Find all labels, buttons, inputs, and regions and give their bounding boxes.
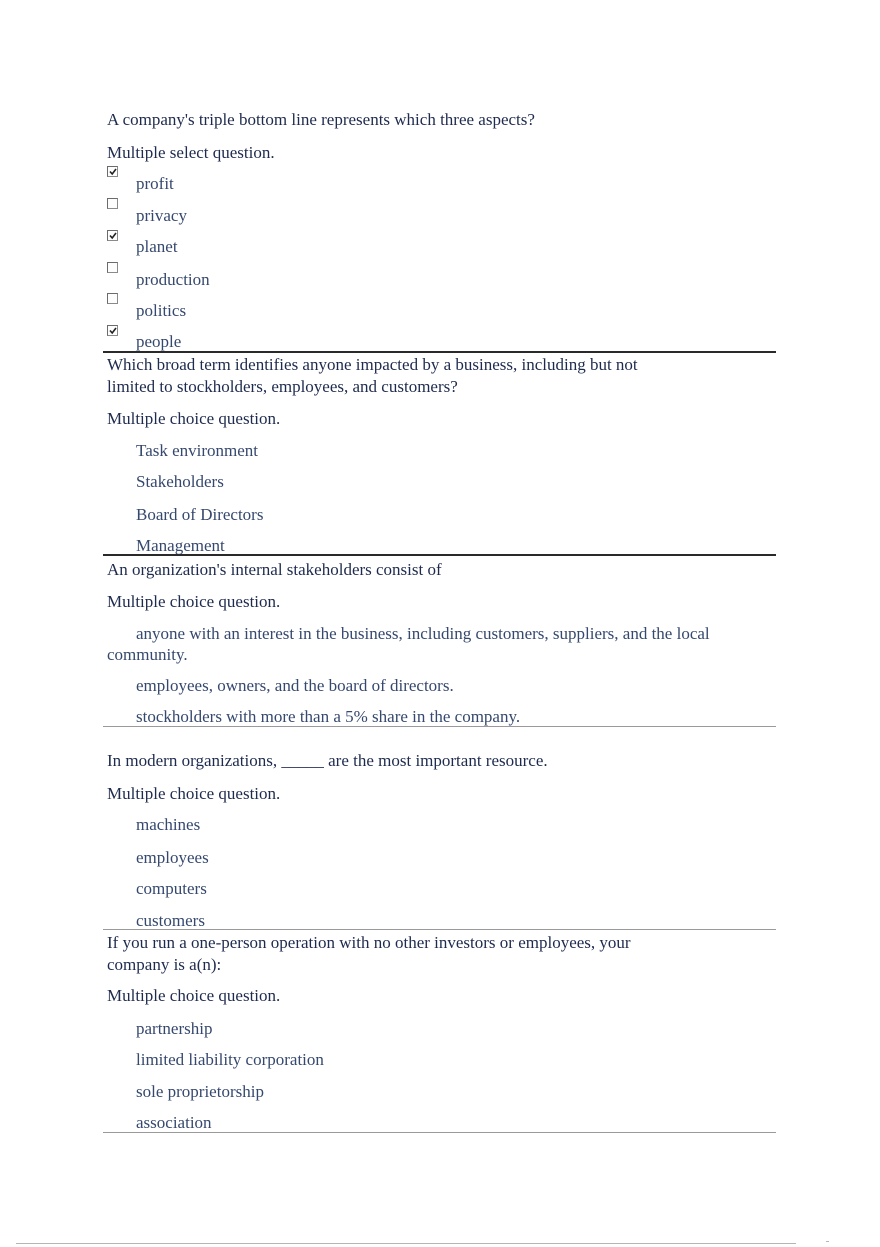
checkbox-politics[interactable] (107, 293, 118, 304)
option-label[interactable]: machines (136, 815, 201, 834)
option-label[interactable]: profit (136, 174, 174, 193)
question-type: Multiple choice question. (107, 592, 281, 611)
question-text: An organization's internal stakeholders consist of (107, 560, 442, 579)
checkmark-icon (109, 232, 117, 240)
option-label[interactable]: production (136, 270, 210, 289)
option-label[interactable]: limited liability corporation (136, 1050, 324, 1069)
question-divider (103, 726, 776, 727)
option-label[interactable]: planet (136, 237, 178, 256)
checkbox-people[interactable] (107, 325, 118, 336)
checkmark-icon (109, 327, 117, 335)
option-label[interactable]: stockholders with more than a 5% share in the company. (136, 707, 521, 726)
option-label[interactable]: partnership (136, 1019, 213, 1038)
question-divider (103, 351, 776, 353)
option-label[interactable]: politics (136, 301, 187, 320)
page-footer-rule (16, 1243, 796, 1244)
checkbox-planet[interactable] (107, 230, 118, 241)
question-type: Multiple select question. (107, 143, 275, 162)
checkmark-icon (109, 168, 117, 176)
option-label[interactable]: people (136, 332, 182, 351)
question-divider (103, 1132, 776, 1133)
option-label[interactable]: Board of Directors (136, 505, 264, 524)
question-text: A company's triple bottom line represents which three aspects? (107, 110, 535, 129)
checkbox-profit[interactable] (107, 166, 118, 177)
question-type: Multiple choice question. (107, 409, 281, 428)
question-divider (103, 929, 776, 930)
option-label[interactable]: privacy (136, 206, 187, 225)
option-label[interactable]: employees, owners, and the board of directors. (136, 676, 454, 695)
option-label[interactable]: association (136, 1113, 212, 1132)
question-divider (103, 554, 776, 556)
question-text: Which broad term identifies anyone impacted by a business, including but not limited to stockholders, employees, and customers? (107, 355, 638, 396)
checkbox-privacy[interactable] (107, 198, 118, 209)
option-label[interactable]: Management (136, 536, 225, 555)
question-type: Multiple choice question. (107, 986, 281, 1005)
option-label[interactable]: sole proprietorship (136, 1082, 264, 1101)
option-label[interactable]: employees (136, 848, 209, 867)
question-type: Multiple choice question. (107, 784, 281, 803)
option-label[interactable]: customers (136, 911, 205, 930)
checkbox-production[interactable] (107, 262, 118, 273)
page-footer-mark (826, 1241, 829, 1242)
question-text: In modern organizations, _____ are the most important resource. (107, 751, 548, 770)
option-label[interactable]: anyone with an interest in the business, including customers, suppliers, and the local community. (107, 624, 710, 664)
option-label[interactable]: Stakeholders (136, 472, 224, 491)
question-text: If you run a one-person operation with no other investors or employees, your company is a(n): (107, 933, 631, 974)
option-label[interactable]: computers (136, 879, 207, 898)
option-label[interactable]: Task environment (136, 441, 259, 460)
